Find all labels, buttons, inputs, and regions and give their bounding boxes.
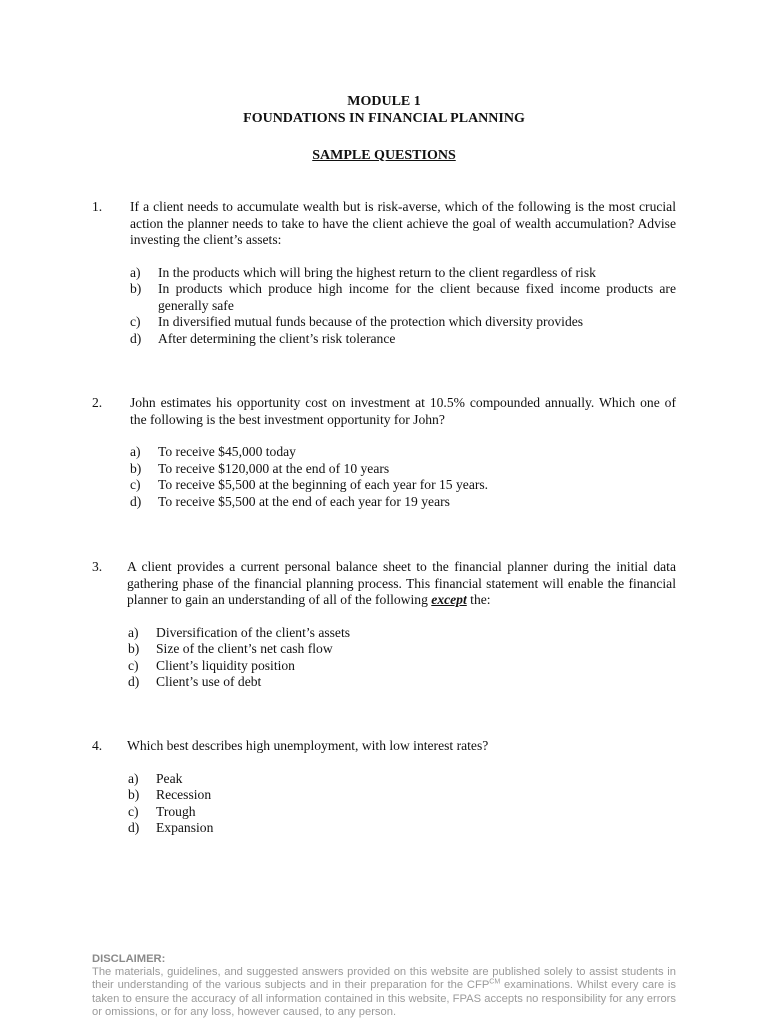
disclaimer-superscript: CM <box>489 978 501 986</box>
option-text: Client’s liquidity position <box>156 657 295 673</box>
question-text-start: A client provides a current personal balance sheet to the financial planner during the initial data gathering phase of the financial planning process. This financial statement will enable the financial planner to gain an understanding of all of the following <box>127 559 676 607</box>
option-text: In diversified mutual funds because of the protection which diversity provides <box>158 314 584 329</box>
question-number: 3. <box>92 559 103 574</box>
option-letter: c) <box>130 314 141 329</box>
option-letter: c) <box>128 657 139 673</box>
answer-option <box>128 625 676 642</box>
answer-options <box>130 265 676 348</box>
option-letter: a) <box>128 770 139 786</box>
question-2 <box>92 395 676 510</box>
option-text: To receive $5,500 at the end of each year for 19 years <box>158 493 450 509</box>
answer-option <box>128 820 676 837</box>
answer-option <box>128 804 676 821</box>
option-letter: c) <box>130 477 141 492</box>
answer-option <box>130 444 676 461</box>
answer-option <box>130 281 676 314</box>
option-letter: b) <box>128 641 140 656</box>
answer-options <box>128 771 676 837</box>
answer-option <box>128 641 676 658</box>
section-heading: SAMPLE QUESTIONS <box>312 148 456 163</box>
answer-option <box>130 494 676 511</box>
answer-option <box>128 787 676 804</box>
option-letter: c) <box>128 803 139 819</box>
answer-option <box>128 674 676 691</box>
page-title: FOUNDATIONS IN FINANCIAL PLANNING <box>243 111 525 126</box>
option-text: In products which produce high income for the client because fixed income products are generally safe <box>158 281 676 313</box>
answer-option <box>130 314 676 331</box>
question-3 <box>92 559 676 691</box>
disclaimer-text-end: examinations. Whilst every care is taken to ensure the accuracy of all information contained in this website, FPAS accepts no responsibility for any errors or omissions, or for any loss, however caused, to any person. <box>92 979 676 1018</box>
option-text: Recession <box>156 787 212 802</box>
question-text: John estimates his opportunity cost on investment at 10.5% compounded annually. Which one of the following is the best investment opportunity for John? <box>130 395 676 427</box>
answer-option <box>130 461 676 478</box>
disclaimer-text-start: The materials, guidelines, and suggested answers provided on this website are published solely to assist students in their understanding of the various subjects and in their preparation for the CFP <box>92 966 676 992</box>
option-text: Client’s use of debt <box>156 674 262 689</box>
option-text: Expansion <box>156 820 214 835</box>
disclaimer-text <box>92 966 676 1019</box>
question-4 <box>92 738 676 837</box>
answer-option <box>130 265 676 282</box>
module-heading: MODULE 1 <box>347 94 421 109</box>
question-1 <box>92 199 676 347</box>
option-text: Size of the client’s net cash flow <box>156 641 333 656</box>
option-text: After determining the client’s risk tolerance <box>158 330 396 346</box>
option-text: To receive $5,500 at the beginning of each year for 15 years. <box>158 477 489 492</box>
question-number: 4. <box>92 738 103 753</box>
option-text: Peak <box>156 770 183 786</box>
option-letter: b) <box>130 460 142 476</box>
option-letter: a) <box>130 444 141 459</box>
answer-options <box>128 625 676 691</box>
option-letter: b) <box>130 281 142 296</box>
option-letter: d) <box>128 820 140 835</box>
option-text: In the products which will bring the highest return to the client regardless of risk <box>158 264 596 280</box>
option-letter: d) <box>130 330 142 346</box>
option-letter: a) <box>130 264 141 280</box>
option-text: To receive $120,000 at the end of 10 years <box>158 460 390 476</box>
question-text: If a client needs to accumulate wealth but is risk-averse, which of the following is the most crucial action the planner needs to take to have the client achieve the goal of wealth accumulation? Advise investing the client’s assets: <box>130 199 676 247</box>
answer-option <box>130 331 676 348</box>
answer-option <box>128 658 676 675</box>
question-number: 1. <box>92 199 103 214</box>
question-text-end: the: <box>466 592 491 607</box>
disclaimer <box>92 953 676 1019</box>
option-text: To receive $45,000 today <box>158 444 296 459</box>
option-letter: b) <box>128 787 140 802</box>
disclaimer-title: DISCLAIMER: <box>92 953 166 965</box>
question-text <box>127 559 676 609</box>
option-text: Diversification of the client’s assets <box>156 624 351 640</box>
option-letter: d) <box>130 493 142 509</box>
emphasized-word: except <box>431 592 467 607</box>
option-letter: d) <box>128 674 140 689</box>
question-text: Which best describes high unemployment, with low interest rates? <box>127 738 489 753</box>
option-letter: a) <box>128 624 139 640</box>
option-text: Trough <box>156 803 196 819</box>
answer-option <box>128 771 676 788</box>
answer-option <box>130 477 676 494</box>
answer-options <box>130 444 676 510</box>
question-number: 2. <box>92 395 103 410</box>
